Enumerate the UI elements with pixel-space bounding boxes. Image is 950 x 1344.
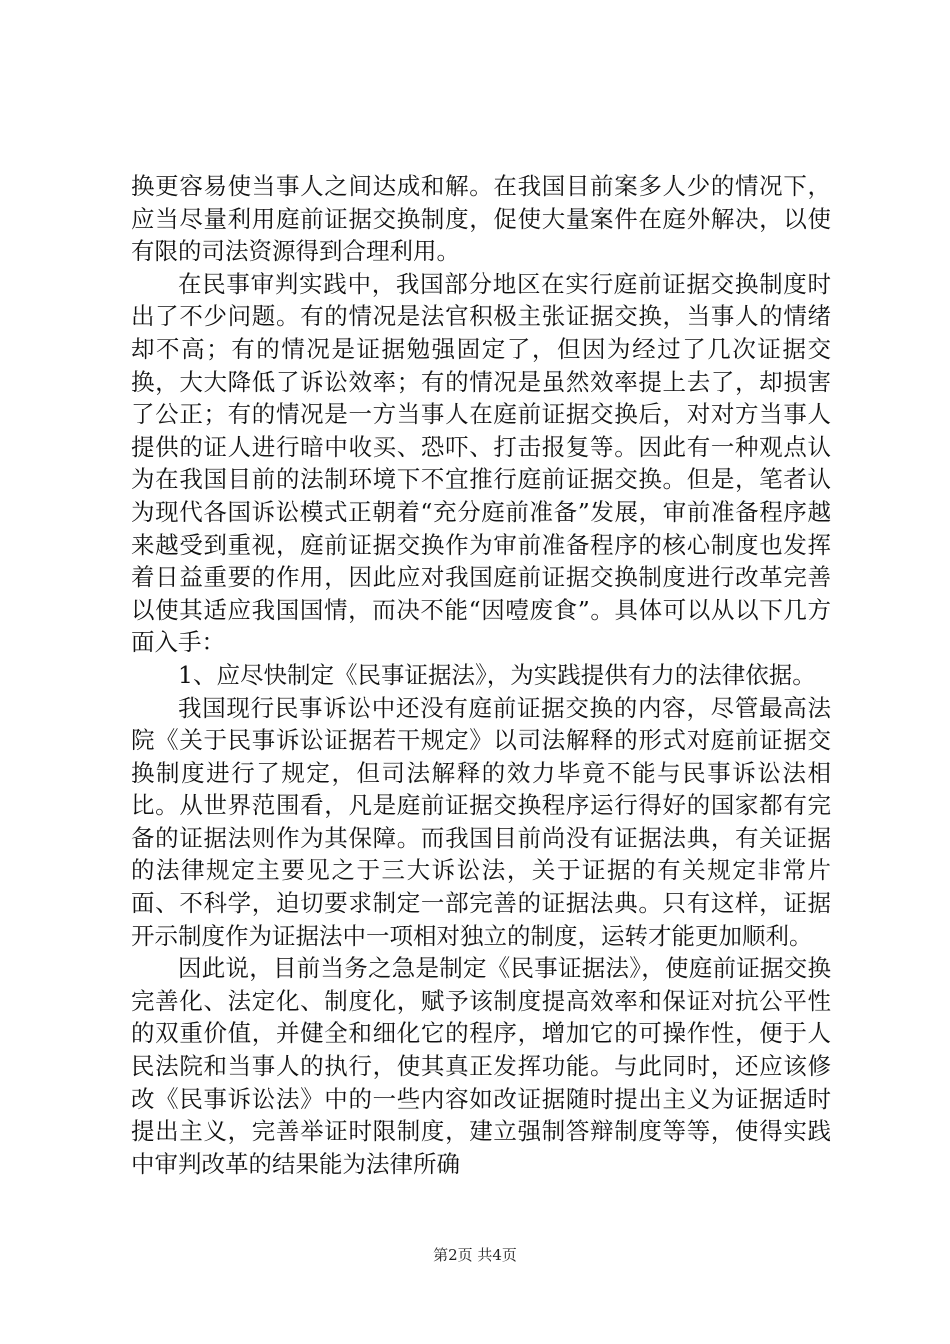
- paragraph-current-law: 我国现行民事诉讼中还没有庭前证据交换的内容，尽管最高法院《关于民事诉讼证据若干规定》以司法解释的形式对庭前证据交换制度进行了规定，但司法解释的效力毕竟不能与民事诉讼法相比。从世界范围看，凡是庭前证据交换程序运行得好的国家都有完备的证据法则作为其保障。而我国目前尚没有证据法典，有关证据的法律规定主要见之于三大诉讼法，关于证据的有关规定非常片面、不科学，迫切要求制定一部完善的证据法典。只有这样，证据开示制度作为证据法中一项相对独立的制度，运转才能更加顺利。: [131, 693, 831, 950]
- paragraph-continuation: 换更容易使当事人之间达成和解。在我国目前案多人少的情况下，应当尽量利用庭前证据交换制度，促使大量案件在庭外解决，以使有限的司法资源得到合理利用。: [131, 172, 831, 266]
- document-body: [131, 170, 831, 1180]
- page-footer: 第2页 共4页: [433, 1246, 517, 1264]
- section-heading-1: 1、应尽快制定《民事证据法》，为实践提供有力的法律依据。: [178, 660, 816, 689]
- paragraph-conclusion: 因此说，目前当务之急是制定《民事证据法》，使庭前证据交换完善化、法定化、制度化，赋予该制度提高效率和保证对抗公平性的双重价值，并健全和细化它的程序，增加它的可操作性，便于人民法院和当事人的执行，使其真正发挥功能。与此同时，还应该修改《民事诉讼法》中的一些内容如改证据随时提出主义为证据适时提出主义，完善举证时限制度，建立强制答辩制度等等，使得实践中审判改革的结果能为法律所确: [131, 954, 831, 1178]
- paragraph-practice-problems: 在民事审判实践中，我国部分地区在实行庭前证据交换制度时出了不少问题。有的情况是法官积极主张证据交换，当事人的情绪却不高；有的情况是证据勉强固定了，但因为经过了几次证据交换，大大降低了诉讼效率；有的情况是虽然效率提上去了，却损害了公正；有的情况是一方当事人在庭前证据交换后，对对方当事人提供的证人进行暗中收买、恐吓、打击报复等。因此有一种观点认为在我国目前的法制环境下不宜推行庭前证据交换。但是，笔者认为现代各国诉讼模式正朝着“充分庭前准备”发展，审前准备程序越来越受到重视，庭前证据交换作为审前准备程序的核心制度也发挥着日益重要的作用，因此应对我国庭前证据交换制度进行改革完善以使其适应我国国情，而决不能“因噎废食”。具体可以从以下几方面入手：: [131, 269, 831, 657]
